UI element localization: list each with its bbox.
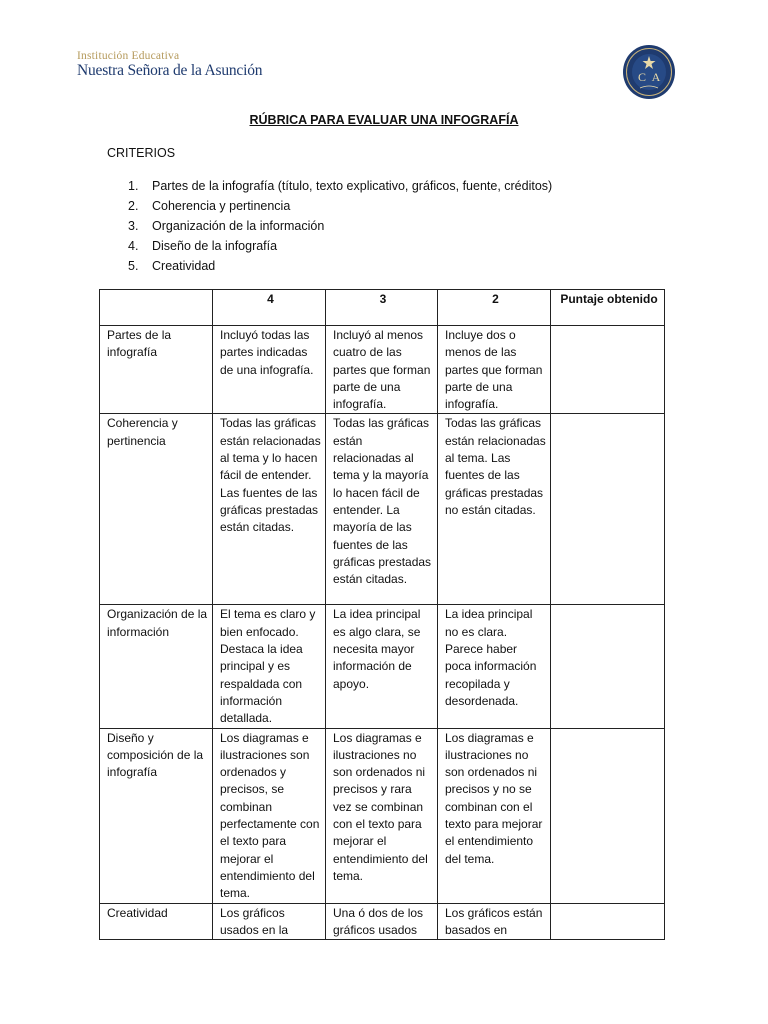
institution-logo [77,50,262,80]
table-header-row [100,290,665,326]
rubric-cell: Incluyó al menos cuatro de las partes que forman parte de una infografía. [326,326,438,414]
header-cell-empty [100,290,213,326]
row-label: Partes de la infografía [100,326,213,414]
criterio-item: 5. Creatividad [128,259,216,273]
school-seal-icon [622,44,676,100]
criterios-heading: CRITERIOS [107,146,176,160]
seal-letter-c: C [637,70,647,84]
rubric-cell: La idea principal es algo clara, se necesita mayor información de apoyo. [326,605,438,728]
rubric-cell: Los diagramas e ilustraciones no son ordenados ni precisos y no se combinan con el texto para mejorar el entendimiento del tema. [438,728,551,903]
score-cell[interactable] [551,326,665,414]
document-title: RÚBRICA PARA EVALUAR UNA INFOGRAFÍA [249,113,519,127]
row-label: Coherencia y pertinencia [100,414,213,605]
row-label: Diseño y composición de la infografía [100,728,213,903]
rubric-cell: Los diagramas e ilustraciones no son ordenados ni precisos y rara vez se combinan con el texto para mejorar el entendimiento del tema. [326,728,438,903]
table-row [100,605,665,728]
rubric-cell: Los diagramas e ilustraciones son ordenados y precisos, se combinan perfectamente con el texto para mejorar el entendimiento del tema. [213,728,326,903]
score-cell[interactable] [551,728,665,903]
seal-letter-a: A [651,70,661,84]
table-row [100,903,665,940]
criterio-item: 2. Coherencia y pertinencia [128,199,291,213]
criterio-item: 4. Diseño de la infografía [128,239,278,253]
row-label: Organización de la información [100,605,213,728]
score-cell[interactable] [551,414,665,605]
criterio-item: 1. Partes de la infografía (título, texto explicativo, gráficos, fuente, créditos) [128,179,553,193]
logo-line2: Nuestra Señora de la Asunción [77,62,263,79]
score-cell[interactable] [551,903,665,940]
header-cell-4: 4 [213,290,326,326]
criterios-list [128,178,552,278]
table-row [100,414,665,605]
rubric-table [99,289,665,940]
rubric-cell: Todas las gráficas están relacionadas al tema y la mayoría lo hacen fácil de entender. La mayoría de las fuentes de las gráficas prestadas están citadas. [326,414,438,605]
rubric-cell: Todas las gráficas están relacionadas al tema y lo hacen fácil de entender. Las fuentes de las gráficas prestadas están citadas. [213,414,326,605]
header-cell-2: 2 [438,290,551,326]
rubric-cell: Los gráficos usados en la [213,903,326,940]
rubric-cell: Incluye dos o menos de las partes que forman parte de una infografía. [438,326,551,414]
logo-line1: Institución Educativa [77,50,180,62]
rubric-cell: Incluyó todas las partes indicadas de una infografía. [213,326,326,414]
row-label: Creatividad [100,903,213,940]
rubric-cell: La idea principal no es clara. Parece haber poca información recopilada y desordenada. [438,605,551,728]
header-cell-score: Puntaje obtenido [551,290,665,326]
table-row [100,728,665,903]
rubric-cell: Una ó dos de los gráficos usados [326,903,438,940]
criterio-item: 3. Organización de la información [128,219,325,233]
rubric-cell: Todas las gráficas están relacionadas al tema. Las fuentes de las gráficas prestadas no están citadas. [438,414,551,605]
header-cell-3: 3 [326,290,438,326]
rubric-cell: Los gráficos están basados en [438,903,551,940]
table-row [100,326,665,414]
rubric-cell: El tema es claro y bien enfocado. Destaca la idea principal y es respaldada con información detallada. [213,605,326,728]
score-cell[interactable] [551,605,665,728]
